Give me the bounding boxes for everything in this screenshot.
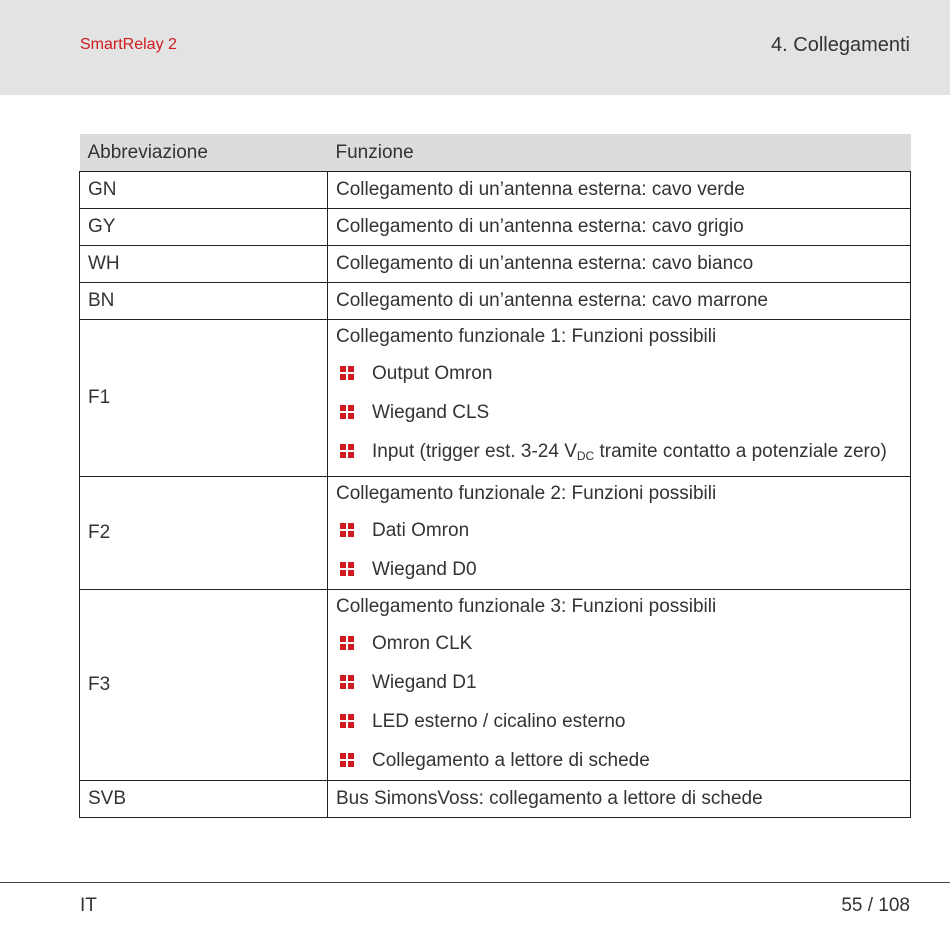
bullet-icon: [340, 405, 354, 419]
list-item: [336, 511, 902, 550]
language-code: IT: [80, 895, 97, 916]
list-item: [336, 624, 902, 663]
abbr-cell: GY: [80, 209, 328, 246]
function-cell: Collegamento di un’antenna esterna: cavo verde: [328, 172, 911, 209]
function-cell: Collegamento di un’antenna esterna: cavo grigio: [328, 209, 911, 246]
abbr-cell: F1: [80, 320, 328, 477]
list-item-label: Omron CLK: [372, 633, 473, 654]
bullet-icon: [340, 675, 354, 689]
table-row: [80, 320, 911, 477]
list-item-label: Collegamento a lettore di schede: [372, 750, 650, 771]
function-cell: [328, 477, 911, 590]
page-header: [0, 0, 950, 95]
bullet-icon: [340, 636, 354, 650]
table-row: [80, 590, 911, 781]
table-header-row: [80, 134, 911, 172]
function-intro: Collegamento funzionale 1: Funzioni possibili: [336, 326, 717, 347]
brand-label: SmartRelay 2: [80, 36, 177, 53]
abbr-cell: SVB: [80, 781, 328, 818]
page-number: 55 / 108: [841, 895, 910, 916]
connections-table: [79, 134, 911, 818]
function-cell: [328, 320, 911, 477]
chapter-title: 4. Collegamenti: [771, 34, 910, 56]
bullet-icon: [340, 562, 354, 576]
list-item-label: Wiegand CLS: [372, 402, 490, 423]
table-row: [80, 172, 911, 209]
list-item-label: Wiegand D1: [372, 672, 477, 693]
list-item: [336, 393, 902, 432]
list-item: [336, 550, 902, 585]
list-item: [336, 432, 902, 472]
abbr-cell: F3: [80, 590, 328, 781]
function-cell: [328, 590, 911, 781]
column-header-abbreviation: Abbreviazione: [80, 134, 328, 172]
bullet-icon: [340, 444, 354, 458]
function-intro: Collegamento funzionale 3: Funzioni possibili: [336, 596, 717, 617]
function-cell: Collegamento di un’antenna esterna: cavo bianco: [328, 246, 911, 283]
list-item-label: Dati Omron: [372, 520, 470, 541]
list-item-label: LED esterno / cicalino esterno: [372, 711, 626, 732]
bullet-icon: [340, 523, 354, 537]
table-row: [80, 283, 911, 320]
abbr-cell: F2: [80, 477, 328, 590]
table-row: [80, 781, 911, 818]
abbr-cell: WH: [80, 246, 328, 283]
bullet-icon: [340, 714, 354, 728]
bullet-icon: [340, 753, 354, 767]
function-cell: Collegamento di un’antenna esterna: cavo marrone: [328, 283, 911, 320]
list-item: [336, 354, 902, 393]
function-cell: Bus SimonsVoss: collegamento a lettore di schede: [328, 781, 911, 818]
list-item-label: Output Omron: [372, 363, 493, 384]
column-header-function: Funzione: [328, 134, 911, 172]
table-row: [80, 246, 911, 283]
list-item: [336, 702, 902, 741]
abbr-cell: GN: [80, 172, 328, 209]
function-intro: Collegamento funzionale 2: Funzioni possibili: [336, 483, 717, 504]
table-row: [80, 477, 911, 590]
list-item-label: Wiegand D0: [372, 559, 477, 580]
list-item: [336, 663, 902, 702]
list-item-label: Input (trigger est. 3-24 $V_{DC}$ tramite contatto a potenziale zero): [372, 441, 887, 463]
abbr-cell: BN: [80, 283, 328, 320]
list-item: [336, 741, 902, 776]
bullet-icon: [340, 366, 354, 380]
footer-divider: [0, 882, 950, 883]
table-row: [80, 209, 911, 246]
